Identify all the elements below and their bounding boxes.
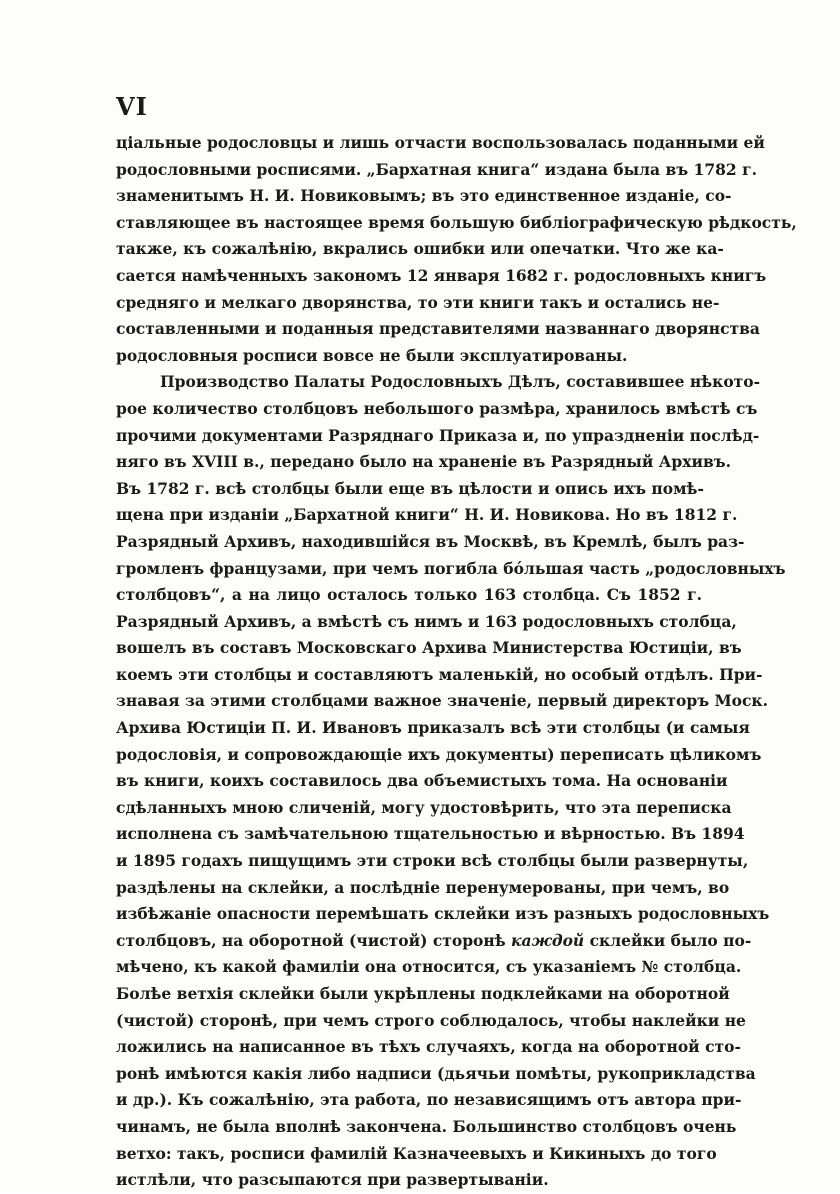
- text-line: истлѣли, что разсыпаются при развертываніи.: [116, 1170, 549, 1190]
- body-text: [116, 130, 797, 1194]
- text-line: сается намѣченныхъ закономъ 12 января 1682 г. родословныхъ книгъ: [116, 265, 767, 285]
- text-line: родословія, и сопровождающіе ихъ документы) переписать цѣликомъ: [116, 744, 762, 764]
- text-line: раздѣлены на склейки, а послѣдніе перенумерованы, при чемъ, во: [116, 877, 730, 897]
- text-line: ціальные родословцы и лишь отчасти воспользовалась поданными ей: [116, 133, 765, 152]
- text-line: родословными росписями. „Бархатная книга“ издана была въ 1782 г.: [116, 159, 757, 179]
- text-line-segment: столбцовъ, на оборотной (чистой) сторонѣ: [116, 930, 506, 950]
- text-line: средняго и мелкаго дворянства, то эти книги такъ и остались не-: [116, 292, 720, 312]
- text-line: ложились на написанное въ тѣхъ случаяхъ, когда на оборотной сто-: [116, 1037, 741, 1057]
- text-line: вошелъ въ составъ Московскаго Архива Министерства Юстиціи, въ: [116, 638, 742, 658]
- text-line: и 1895 годахъ пищущимъ эти строки всѣ столбцы были развернуты,: [116, 851, 749, 871]
- text-line: Архива Юстиціи П. И. Ивановъ приказалъ всѣ эти столбцы (и самыя: [116, 718, 750, 738]
- text-line: няго въ XVIII в., передано было на храненіе въ Разрядный Архивъ.: [116, 452, 732, 472]
- text-line: также, къ сожалѣнію, вкрались ошибки или опечатки. Что же ка-: [116, 239, 724, 259]
- text-line: (чистой) сторонѣ, при чемъ строго соблюдалось, чтобы наклейки не: [116, 1010, 746, 1030]
- text-line: исполнена съ замѣчательною тщательностью и вѣрностью. Въ 1894: [116, 824, 745, 844]
- text-line: коемъ эти столбцы и составляютъ маленькій, но особый отдѣлъ. При-: [116, 664, 763, 684]
- text-line: Въ 1782 г. всѣ столбцы были еще въ цѣлости и опись ихъ помѣ-: [116, 478, 704, 498]
- text-line: ронѣ имѣются какія либо надписи (дьячьи помѣты, рукоприкладства: [116, 1063, 756, 1083]
- text-line: Болѣе ветхія склейки были укрѣплены подклейками на оборотной: [116, 984, 730, 1003]
- emphasized-word: каждой: [511, 930, 585, 950]
- text-line: и др.). Къ сожалѣнію, эта работа, по независящимъ отъ автора при-: [116, 1090, 742, 1110]
- text-line: Разрядный Архивъ, а вмѣстѣ съ нимъ и 163 родословныхъ столбца,: [116, 611, 737, 631]
- text-line: ставляющее въ настоящее время большую библіографическую рѣдкость,: [116, 212, 797, 232]
- text-line: въ книги, коихъ составилось два объемистыхъ тома. На основаніи: [116, 771, 728, 791]
- text-line-segment: склейки было по-: [589, 930, 752, 950]
- text-line: рое количество столбцовъ небольшого размѣра, хранилось вмѣстѣ съ: [116, 398, 758, 418]
- text-line: избѣжаніе опасности перемѣшать склейки изъ разныхъ родословныхъ: [116, 904, 770, 924]
- text-line: чинамъ, не была вполнѣ закончена. Большинство столбцовъ очень: [116, 1116, 737, 1136]
- page-number: VI: [116, 92, 148, 121]
- text-line: прочими документами Разряднаго Приказа и, по упраздненіи послѣд-: [116, 425, 760, 445]
- text-line: мѣчено, къ какой фамиліи она относится, съ указаніемъ № столбца.: [116, 957, 742, 977]
- text-line: Производство Палаты Родословныхъ Дѣлъ, составившее нѣкото-: [160, 372, 761, 392]
- text-line: составленными и поданныя представителями названнаго дворянства: [116, 319, 760, 339]
- text-line: ветхо: такъ, росписи фамилій Казначеевыхъ и Кикиныхъ до того: [116, 1143, 717, 1163]
- text-line: громленъ французами, при чемъ погибла бóльшая часть „родословныхъ: [116, 558, 786, 578]
- text-line: знавая за этими столбцами важное значеніе, первый директоръ Моск.: [116, 691, 768, 711]
- text-line: родословныя росписи вовсе не были эксплуатированы.: [116, 345, 628, 365]
- text-line: щена при изданіи „Бархатной книги“ Н. И. Новикова. Но въ 1812 г.: [116, 505, 738, 525]
- text-line: Разрядный Архивъ, находившійся въ Москвѣ, въ Кремлѣ, былъ раз-: [116, 531, 745, 551]
- text-line: [116, 928, 752, 955]
- text-line: столбцовъ“, а на лицо осталось только 163 столбца. Съ 1852 г.: [116, 585, 702, 605]
- text-line: сдѣланныхъ мною сличеній, могу удостовѣрить, что эта переписка: [116, 797, 732, 817]
- text-line: знаменитымъ Н. И. Новиковымъ; въ это единственное изданіе, со-: [116, 186, 732, 206]
